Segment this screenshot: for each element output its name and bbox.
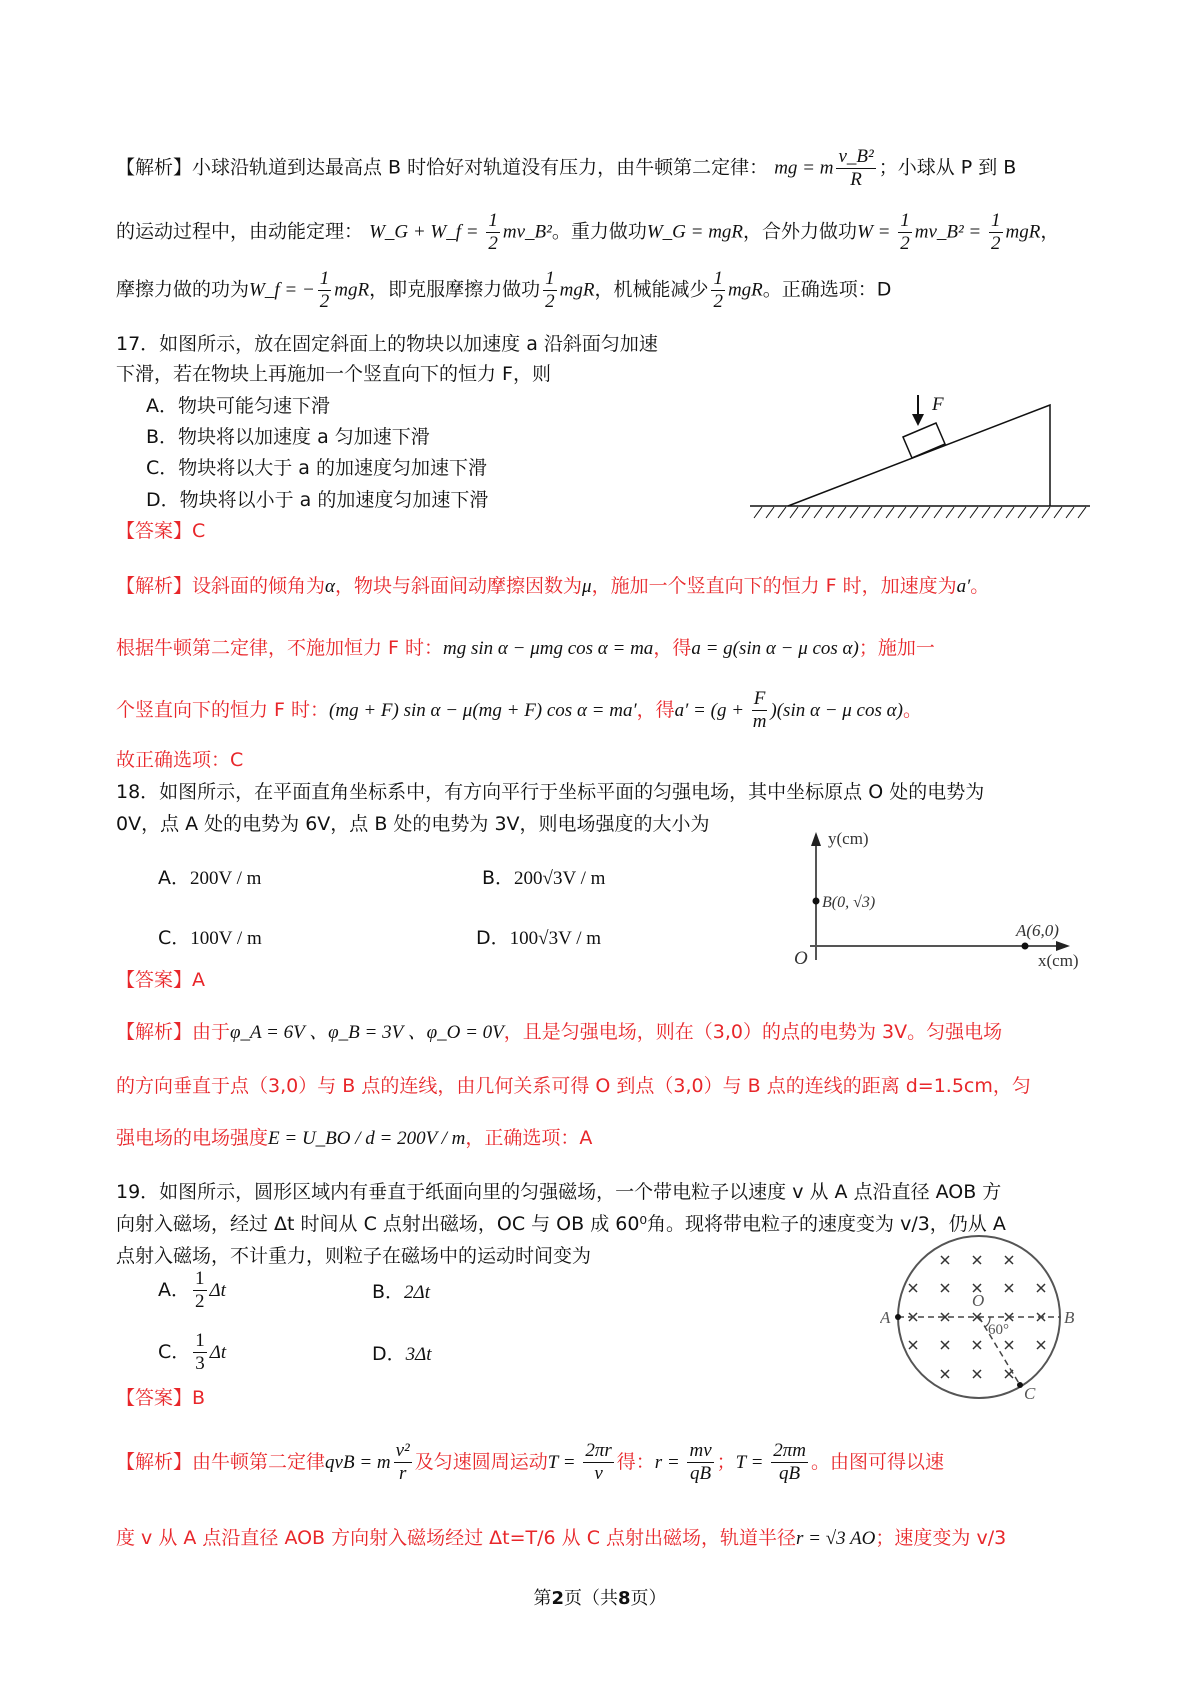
fraction: $\frac{\text{v\_B²}}{R}$ bbox=[838, 146, 874, 190]
q19-magnetic-field-figure bbox=[880, 1232, 1100, 1408]
fraction: $\frac{2\pi r}{v}$ bbox=[585, 1440, 612, 1484]
ground-hatching bbox=[754, 507, 1086, 518]
answer-value: A bbox=[192, 969, 206, 991]
equation: W_f = − bbox=[249, 279, 315, 301]
q18-analysis-line-1: 【解析】由于φ_A = 6V 、φ_B = 3V 、φ_O = 0V，且是匀强电场，则在（3,0）的点的电势为 3V。匀强电场 bbox=[116, 1021, 1003, 1043]
q18-answer bbox=[116, 968, 205, 992]
equation: mg sin α − μmg cos α = ma bbox=[443, 638, 654, 659]
point-a-dot bbox=[895, 1314, 901, 1320]
equation: r = √3 AO bbox=[796, 1528, 876, 1549]
page-footer: 第2页（共8页） bbox=[533, 1588, 667, 1609]
q18-coordinate-figure bbox=[780, 830, 1100, 970]
q19-answer bbox=[116, 1386, 205, 1410]
q19-option-d: D．3Δt bbox=[372, 1343, 432, 1365]
answer-tag: 【答案】 bbox=[116, 969, 193, 991]
point-c-dot bbox=[1017, 1382, 1023, 1388]
q17-conclusion: 故正确选项：C bbox=[116, 749, 244, 771]
q18-option-b: B．200√3V / m bbox=[482, 867, 606, 889]
q17-option-b: B．物块将以加速度 a 匀加速下滑 bbox=[146, 426, 430, 448]
point-b-label: B(0, √3) bbox=[822, 894, 876, 911]
q19-stem-line-2: 向射入磁场，经过 Δt 时间从 C 点射出磁场，OC 与 OB 成 60⁰角。现将带电粒子的速度变为 v/3，仍从 A bbox=[116, 1213, 1006, 1235]
equation: φ_A = 6V 、φ_B = 3V 、φ_O = 0V bbox=[230, 1022, 504, 1043]
point-c-label: C bbox=[1024, 1384, 1036, 1403]
q17-option-c: C．物块将以大于 a 的加速度匀加速下滑 bbox=[146, 457, 487, 479]
q16-analysis-line-3: 摩擦力做的功为W_f = − $\frac{1}{2}$ mgR，即克服摩擦力做功 $\frac{1}{2}$ mgR，机械能减少 $\frac{1}{2}$ mgR。正确选项：D bbox=[116, 268, 892, 312]
q16-analysis-line-1: 【解析】小球沿轨道到达最高点 B 时恰好对轨道没有压力，由牛顿第二定律： mg = m $\frac{\text{v\_B²}}{R}$ ；小球从 P 到 B bbox=[116, 146, 1017, 190]
q17-analysis-line-2: 根据牛顿第二定律，不施加恒力 F 时：mg sin α − μmg cos α = ma，得a = g(sin α − μ cos α)；施加一 bbox=[116, 637, 935, 659]
q19-stem-line-1: 19．如图所示，圆形区域内有垂直于纸面向里的匀强磁场，一个带电粒子以速度 v 从 A 点沿直径 AOB 方 bbox=[116, 1181, 1002, 1203]
fraction-half: $\frac{1}{2}$ bbox=[713, 268, 723, 312]
q17-option-a: A．物块可能匀速下滑 bbox=[146, 395, 330, 417]
force-arrow-head bbox=[912, 414, 924, 426]
q19-analysis-line-2: 度 v 从 A 点沿直径 AOB 方向射入磁场经过 Δt=T/6 从 C 点射出磁场，轨道半径r = √3 AO；速度变为 v/3 bbox=[116, 1527, 1007, 1549]
q17-analysis-line-1: 【解析】设斜面的倾角为α，物块与斜面间动摩擦因数为μ，施加一个竖直向下的恒力 F 时，加速度为a′。 bbox=[116, 575, 990, 597]
q18-stem-line-1: 18．如图所示，在平面直角坐标系中，有方向平行于坐标平面的匀强电场，其中坐标原点 O 处的电势为 bbox=[116, 781, 985, 803]
q19-option-a: A． $\frac{1}{2}$ Δt bbox=[158, 1268, 226, 1312]
center-label: O bbox=[972, 1291, 985, 1310]
answer-tag: 【答案】 bbox=[116, 1387, 193, 1409]
equation: a = g(sin α − μ cos α) bbox=[691, 638, 859, 659]
page-total: 8 bbox=[618, 1588, 631, 1609]
force-label: F bbox=[932, 394, 944, 415]
q19-option-c: C． $\frac{1}{3}$ Δt bbox=[158, 1330, 227, 1374]
q19-analysis-line-1: 【解析】由牛顿第二定律qvB = m $\frac{\text{v²}}{r}$ 及匀速圆周运动T = $\frac{2\pi r}{v}$ 得：r = $\frac{mv}{qB}$ ；T = $\frac{2\pi m}{qB}$ 。由图可得以速 bbox=[116, 1440, 944, 1484]
fraction-half: $\frac{1}{2}$ bbox=[900, 210, 910, 254]
analysis-tag: 【解析】 bbox=[116, 156, 193, 179]
fraction: $\frac{1}{3}$ bbox=[195, 1330, 205, 1374]
point-a bbox=[1022, 943, 1029, 950]
q17-stem-line-1: 17．如图所示，放在固定斜面上的物块以加速度 a 沿斜面匀加速 bbox=[116, 333, 658, 355]
point-b bbox=[813, 898, 820, 905]
fraction: $\frac{F}{m}$ bbox=[752, 688, 767, 732]
y-axis-label: y(cm) bbox=[828, 830, 869, 848]
answer-tag: 【答案】 bbox=[116, 520, 193, 542]
q17-incline-figure bbox=[740, 380, 1100, 520]
equation: W_G = mgR bbox=[646, 221, 744, 243]
fraction-half: $\frac{1}{2}$ bbox=[991, 210, 1001, 254]
fraction: $\frac{1}{2}$ bbox=[195, 1268, 205, 1312]
angle-label: 60° bbox=[988, 1322, 1009, 1338]
q18-option-c: C．100V / m bbox=[158, 927, 262, 949]
q17-stem-line-2: 下滑，若在物块上再施加一个竖直向下的恒力 F，则 bbox=[116, 363, 551, 385]
fraction: $\frac{mv}{qB}$ bbox=[689, 1440, 712, 1484]
fraction: $\frac{\text{v²}}{r}$ bbox=[395, 1440, 410, 1484]
q18-option-d: D．100√3V / m bbox=[476, 927, 602, 949]
x-axis-arrow bbox=[1056, 941, 1070, 951]
q16-analysis-line-2: 的运动过程中，由动能定理： W_G + W_f = $\frac{1}{2}$ mv_B²。重力做功W_G = mgR，合外力做功W = $\frac{1}{2}$ mv_B² = $\frac{1}{2}$ mgR， bbox=[116, 210, 1060, 254]
equation: W_G + W_f = bbox=[369, 221, 484, 243]
block bbox=[903, 423, 945, 458]
equation: mg = m bbox=[774, 157, 834, 179]
origin-label: O bbox=[794, 948, 808, 969]
point-b-label: B bbox=[1064, 1308, 1075, 1327]
answer-value: B bbox=[192, 1387, 206, 1409]
q18-analysis-line-3: 强电场的电场强度E = U_BO / d = 200V / m，正确选项：A bbox=[116, 1127, 593, 1149]
equation: E = U_BO / d = 200V / m bbox=[268, 1128, 466, 1149]
q17-option-d: D．物块将以小于 a 的加速度匀加速下滑 bbox=[146, 489, 489, 511]
q19-stem-line-3: 点射入磁场，不计重力，则粒子在磁场中的运动时间变为 bbox=[116, 1245, 592, 1267]
q18-option-a: A．200V / m bbox=[158, 867, 262, 889]
equation: (mg + F) sin α − μ(mg + F) cos α = ma′ bbox=[329, 700, 637, 721]
q18-analysis-line-2: 的方向垂直于点（3,0）与 B 点的连线，由几何关系可得 O 到点（3,0）与 B 点的连线的距离 d=1.5cm，匀 bbox=[116, 1075, 1031, 1097]
fraction: $\frac{2\pi m}{qB}$ bbox=[773, 1440, 806, 1484]
point-a-label: A(6,0) bbox=[1016, 921, 1059, 940]
answer-value: C bbox=[192, 520, 206, 542]
q18-stem-line-2: 0V，点 A 处的电势为 6V，点 B 处的电势为 3V，则电场强度的大小为 bbox=[116, 813, 710, 835]
q19-option-b: B．2Δt bbox=[372, 1281, 430, 1303]
fraction-half: $\frac{1}{2}$ bbox=[488, 210, 498, 254]
fraction-half: $\frac{1}{2}$ bbox=[319, 268, 330, 312]
q17-answer bbox=[116, 519, 205, 543]
x-axis-label: x(cm) bbox=[1038, 951, 1079, 970]
page-number: 2 bbox=[551, 1588, 564, 1609]
q17-analysis-line-3: 个竖直向下的恒力 F 时：(mg + F) sin α − μ(mg + F) cos α = ma′，得a′ = (g + $\frac{F}{m}$ )(sin α − μ cos α)。 bbox=[116, 688, 922, 732]
fraction-half: $\frac{1}{2}$ bbox=[545, 268, 555, 312]
point-a-label: A bbox=[880, 1308, 891, 1327]
y-axis-arrow bbox=[811, 832, 821, 846]
